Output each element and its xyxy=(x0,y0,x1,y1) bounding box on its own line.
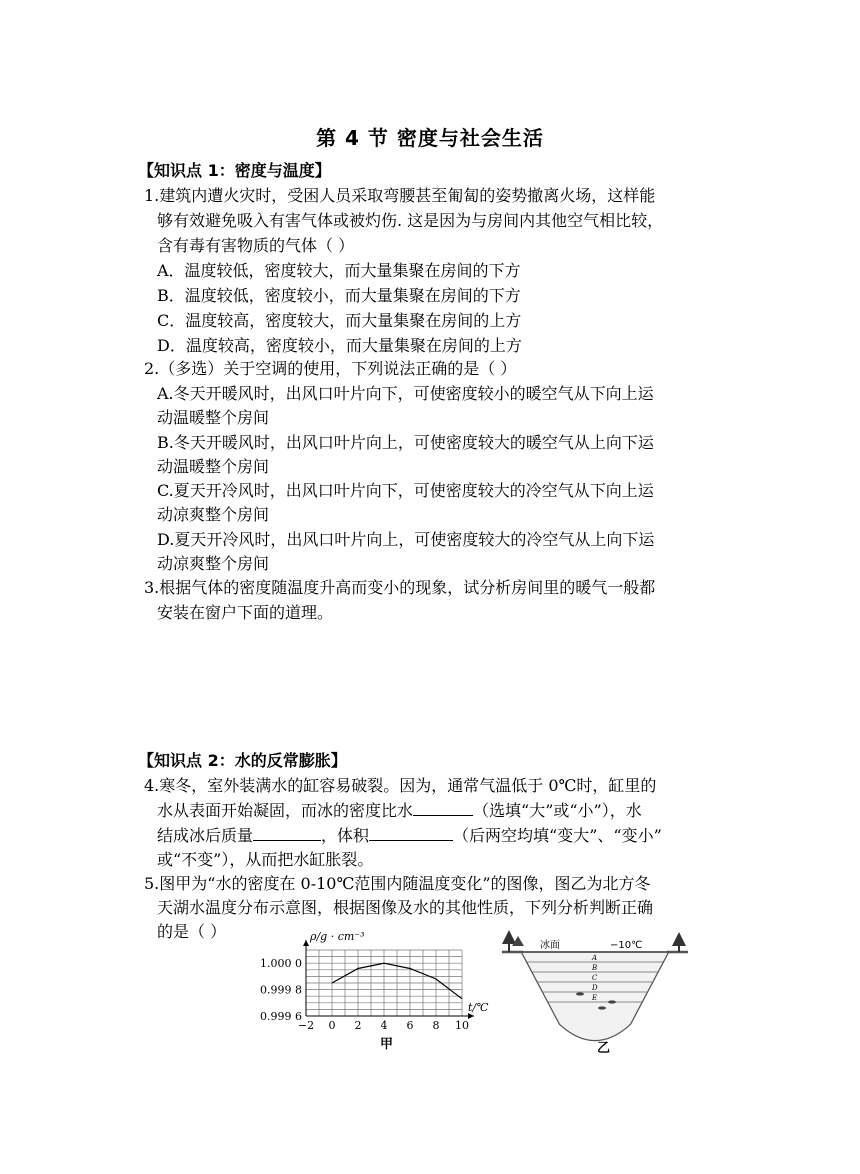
tree-icon xyxy=(672,932,686,952)
q4-stem-line xyxy=(157,798,642,821)
q2-option-line: 动温暖整个房间 xyxy=(157,457,270,476)
q4-stem-line: 或“不变”），从而把水缸胀裂。 xyxy=(157,850,374,869)
layer-label-a: A xyxy=(592,954,598,962)
q2-option-line: B.冬天开暖风时，出风口叶片向上，可使密度较大的暖空气从上向下运 xyxy=(157,433,654,452)
figure-panel xyxy=(240,928,700,1058)
figure-caption-a: 甲 xyxy=(380,1037,394,1052)
ice-surface-label: 冰面 xyxy=(540,940,560,951)
q2-option-line: C.夏天开冷风时，出风口叶片向下，可使密度较大的冷空气从下向上运 xyxy=(157,481,654,500)
q4-text: （后两空均填“变大”、“变小” xyxy=(453,826,662,845)
answer-blank[interactable] xyxy=(253,826,321,841)
q4-text: （选填“大”或“小”），水 xyxy=(473,801,642,820)
page-title: 第 4 节 密度与社会生活 xyxy=(316,126,544,150)
section-heading-1: 【知识点 1：密度与温度】 xyxy=(138,161,331,180)
layer-label-d: D xyxy=(592,984,598,992)
q2-option-line: 动温暖整个房间 xyxy=(157,408,270,427)
q1-option-c: C．温度较高，密度较大，而大量集聚在房间的上方 xyxy=(157,311,522,330)
q4-text: 水从表面开始凝固，而冰的密度比水 xyxy=(157,801,414,820)
q1-option-d: D．温度较高，密度较小，而大量集聚在房间的上方 xyxy=(157,336,522,355)
q1-option-a: A．温度较低，密度较大，而大量集聚在房间的下方 xyxy=(157,261,521,280)
q2-option-line: A.冬天开暖风时，出风口叶片向下，可使密度较小的暖空气从下向上运 xyxy=(157,384,654,403)
q5-stem-line: 天湖水温度分布示意图，根据图像及水的其他性质，下列分析判断正确 xyxy=(157,898,654,917)
fish-icon xyxy=(598,1006,606,1009)
q2-option-line: 动凉爽整个房间 xyxy=(157,554,270,573)
q5-stem-line: 的是（ ） xyxy=(157,922,227,941)
y-axis-arrow xyxy=(303,940,309,946)
x-tick-label: 4 xyxy=(380,1019,388,1032)
section-heading-2: 【知识点 2：水的反常膨胀】 xyxy=(138,751,347,770)
q4-stem-line xyxy=(157,823,662,846)
y-tick-label: 1.000 0 xyxy=(260,957,302,971)
fish-icon xyxy=(608,1000,616,1003)
lake-diagram xyxy=(502,930,688,1056)
x-tick-label: 6 xyxy=(406,1019,414,1032)
x-tick-label: 2 xyxy=(354,1019,362,1032)
q4-stem-line: 4.寒冬，室外装满水的缸容易破裂。因为，通常气温低于 0℃时，缸里的 xyxy=(144,776,657,795)
layer-label-b: B xyxy=(592,964,598,972)
density-chart xyxy=(260,930,489,1052)
q4-text: ，体积 xyxy=(321,826,370,845)
q2-option-line: 动凉爽整个房间 xyxy=(157,505,270,524)
q3-stem-line: 3.根据气体的密度随温度升高而变小的现象，试分析房间里的暖气一般都 xyxy=(144,578,656,597)
figure-caption-b: 乙 xyxy=(597,1041,611,1056)
q3-stem-line: 安装在窗户下面的道理。 xyxy=(157,603,334,622)
fish-icon xyxy=(576,992,584,995)
q1-stem-line: 含有毒有害物质的气体（ ） xyxy=(157,236,355,255)
y-tick-label: 0.999 6 xyxy=(260,1010,302,1023)
q1-option-b: B．温度较低，密度较小，而大量集聚在房间的下方 xyxy=(157,286,521,305)
x-tick-label: −2 xyxy=(297,1019,315,1032)
y-axis-label: ρ/g · cm⁻³ xyxy=(310,930,365,943)
tree-icon xyxy=(502,930,524,952)
q1-stem-line: 够有效避免吸入有害气体或被灼伤. 这是因为与房间内其他空气相比较， xyxy=(157,211,664,230)
air-temperature-label: −10℃ xyxy=(610,940,643,951)
x-axis-label: t/℃ xyxy=(468,1001,489,1014)
q4-text: 结成冰后质量 xyxy=(157,826,254,845)
answer-blank[interactable] xyxy=(369,826,453,841)
x-tick-label: 8 xyxy=(432,1019,440,1032)
q1-stem-line: 1.建筑内遭火灾时，受困人员采取弯腰甚至匍匐的姿势撤离火场，这样能 xyxy=(144,186,656,205)
q5-stem-line: 5.图甲为“水的密度在 0-10℃范围内随温度变化”的图像，图乙为北方冬 xyxy=(144,874,651,893)
x-tick-label: 10 xyxy=(455,1019,469,1032)
layer-label-c: C xyxy=(592,974,598,982)
answer-blank[interactable] xyxy=(413,801,473,816)
q2-option-line: D.夏天开冷风时，出风口叶片向上，可使密度较大的冷空气从上向下运 xyxy=(157,530,655,549)
y-tick-label: 0.999 8 xyxy=(260,983,302,997)
layer-label-e: E xyxy=(592,994,598,1002)
q2-stem: 2.（多选）关于空调的使用，下列说法正确的是（ ） xyxy=(144,359,517,378)
x-tick-label: 0 xyxy=(328,1019,336,1032)
